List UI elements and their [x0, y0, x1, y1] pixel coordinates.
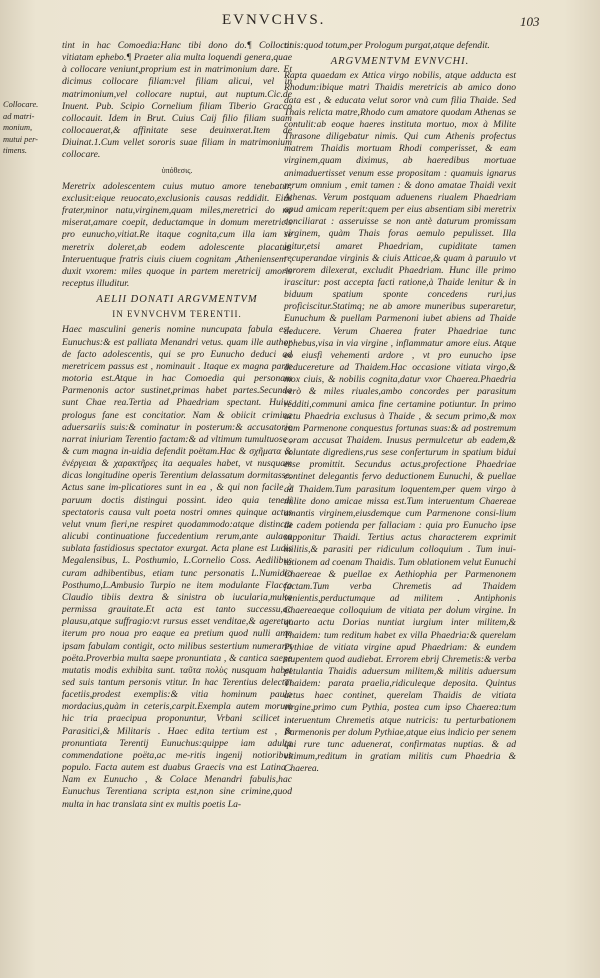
page-number: 103	[520, 14, 540, 29]
margin-note: monium,	[3, 123, 33, 132]
greek-label: ὑπόθεσις.	[161, 165, 193, 175]
section-heading: ARGVMENTVM EVNVCHI.	[330, 56, 470, 68]
argumentum-paragraph: Rapta quaedam ex Attica virgo nobilis, atque adducta est Rhodum:ibique matri Thaidis meretricis ab amico dono data est , & educata velut soror vnà cum filia Thaide. Sed Thais relicta matre,Rhodo cum amatore quodam Athenas se contulit:ab eoque haeres instituta mortuo, mox à Milite Thrasone diligebatur nimis. Qui cum Athenis profectus matrem Thaidis mortuam Rhodi comperisset, & eam virginem,quam diximus, ab haeredibus mortuae animaduertisset venum esse propositam : quamuis ignarus rerum omnium , emit tamen : & dono amatae Thaidi vexit Athenas. Verum postquam aduenens riualem Phaedriam apud amicam reperit:quem per eius absentiam sibi meretrix conciliarat : asseruisse se non antè daturum promissam virginem, quàm Thais foras aemulo pepulisset. Illa igitur,etsi amaret Phaedriam, cupiditate tamen recuperandae virginis & ciuis Atticae,& quam à paruulo vt sororem dilexerat, excludit Phaedriam. Hunc ille primo irascitur: post accepta facti ratione,à Thaide lenitur & in biduum spatium sponte concedens ruri,ius proficiscitur.Statimq; ne ab amore muneribus superaretur, Eunuchum & puellam Parmenoni iubet abiens ad Thaide deducere. Verum Chaerea frater Phaedriae tunc ephebus,visa in via virgine , inflammatur amore eius. Atque eo eiusfi vehementi ardore , vt pro eunucho ipse deducereture ad Thaidem.Hac occasione vitiata virgo,& mox ciuis, & nobilis cognita,datur vxor Chaerea.Phaedria verò & miles riuales,ambo concordes per parasitum redditi,communi amica fine certamine potiuntur. In primo actu Phaedria exclusus à Thaide , & secum primo,& mox cum Parmenone conquestus fortunas suas:& ad postremum coram accusat Thaidem. Inusus permulcetur ab eadem,& voluntate digrediens,rus sese conferturum in spatium bidui esse promittit. Secundus actus,profectione Phaedriae continet delegantis fervo deductionem Eunuchi, & puellae ad Thaidem.Tum parasitum loquentem,per quem virgo à milite dono amicae missa est.Tum interuentum Chaereae amantis virginem,eiusdemque cum Parmenone consi-lium de cadem potienda per fallaciam : quia pro Eunucho ipse supponitur Thaidi. Tertius actus characterem exprimit militis,& parasiti per ridiculum colloquium . Tum inui-tationem ad coenam Thaidis. Tum oblationem velut Eunuchi Chaereae & puellae ex Aethiophia per Parmenonem factam.Tum verba Chremetis ad Thaidem venientis,perductumque ad militem . Antiphonis Chaereaeque colloquium de vitiata per dolum virgine. In quarto actu Dorias nuntiat iurgium inter militem,& Thaidem: tum reditum habet ex villa Phaedria:& querelam Pythiae de vitiata virgine apud Phaedriam: & eundem stupentem quod audiebat. Errorem ebrij Chremetis:& verba petulantia Thaidis aduersum militem,& militis aduersum Thaidem: parata praelia,ridiculeque deposita. Quintus actus haec continet, querelam Thaidis de vitiata virgine,primo cum Pythia, postea cum ipso Chaerea:tum interuentum Chremetis atque nutricis: tu perturbationem Parmenonis per dolum Pythiae,atque eius indicio per senem qui rure tunc aduenerat, confirmatas nuptias. & ad vltimum,reditum in gratiam militis cum Phaedria & Chaerea.	[284, 70, 516, 775]
margin-notes	[3, 100, 59, 158]
section-heading: AELII DONATI ARGVMENTVM	[96, 294, 258, 306]
margin-note: mutui per-	[3, 134, 38, 144]
commentary-paragraph: tint in hac Comoedia:Hanc tibi dono do.¶ Collocat vitiatam ephebo.¶ Praeter alia multa loquendi genera,quae à collocare veniunt,proprium est in matrimonium dare. Et dicimus collocare filiam:vel filiam alicui, vel in matrimonium,vel collocare nuptui, aut nuptum.Cic.de Inuent. Pub. Scipio Cornelium filiam Tiberio Gracco collocauit. Idem in Brut. Cuius Caij filio filiam suam collocauerat,& affinitate sese deuinxerat.Item de Diuinat.1.Cum vellet sororis suae filiam in matrimonium collocare.	[62, 40, 292, 161]
margin-note: timens.	[3, 146, 27, 155]
continuation-paragraph: tinis:quod totum,per Prologum purgat,atque defendit.	[284, 40, 490, 51]
margin-note: ad matri-	[3, 111, 35, 121]
margin-note: Collocare.	[3, 100, 39, 109]
left-column	[62, 40, 292, 811]
page-header	[0, 8, 600, 38]
argument-paragraph: Meretrix adolescentem cuius mutuo amore tenebatur, exclusit:eique reuocato,exclusionis causas reddidit. Eius frater,minor natu,virginem,quam miles,meretrici do no miserat,amare coepit, deductamque in domum meretricis pro eunucho,vitiat.Re itaque cognita,cum illa iam se meretrix doleret,ab eodem adolescente placatur. Interuentuque fratris ciuis ciuem cognitam ,Atheniensem , duxit vxorem: miles quoque in partem meretricij amoris receptus illuditur.	[62, 180, 292, 289]
right-column	[284, 40, 516, 775]
running-title: EVNVCHVS.	[222, 12, 326, 28]
donatus-paragraph: Haec masculini generis nomine nuncupata fabula est, Eunuchus:& est palliata Menandri vetus. quam ille author de facto adolescentis, qui se pro Eunucho deduci ad meretricem passus est , nominauit . Itaque ex magna parte motoria est.Atque in hac Comoedia qui personam Parmenonis actor sustinet,primas habet partes.Secunda sunt Chae rea.Tertia ad Phaedriam spectant. Huius prologus fane est concitatior. Nam & obiicit crimina aduersariis suis:& cominatur in posterum:& accusatorie narrat iniuriam Terentio factam:& ad vltimum tumultuose , & cum magna in-uidia defendit poëtam.Hac & σχῆματα & ἐνέργειαι & χαρακτῆρες ita aequales habet, vt nusquam dicas longitudine operis Terentium delassatum dormitasse. Actus sane im-plicatiores sunt in ea , & qui non facile à paruum doctis distingui possint. ideo quia tenedi spectatoris causa vult poeta nostri omnes quinque actus velut vnum fieri,ne respiret quodammodo:atque distincta alicubi continuatione fuccedentium rerum,ante aulaea sublata fastidiosus spectator exurgat. Acta plane est Ludis Megalensibus, L. Posthumio, L.Cornelio Coss. Aedilibus curam adhibentibus, etiam tunc personatis L.Numidio Posthumo,L.Ambusio Turpio ne item modulante Flacco Claudio tibiis dextra & sinistra ob iucularia,multa permissa grauitate.Et acta est tanto successu,ac plausu,atque suffragio:vt rursus esset venditae,& ageretur iterum pro noua pro eaque ea pretium quod nulli ante ipsam fabulam contigit, octo milibus sestertium numeraret poëta.Proverbia multa saepe pronuntiata , & cantica saepe mutatis modis exhibita sunt. ταῦτα πολὺς nusquam habet sed suis tantum personis vtitur. In hac Terentius delectat facetiis,prodest exemplis:& vitia hominum paulo mordacius,quàm in ceteris,carpit.Exempla autem morum hic tria praecipua proponuntur, Vrbani scilicet , Parasitici,& Militaris . Haec edita tertium est , & pronuntiata Terentij Eunuchus:quippe iam adulta commendatione poëta,ac me-ritis ingenij notioribus populo. Facta autem est duabus Graecis vna est Latina . Nam ex Eunucho , & Colace Menandri fabulis,hac Eunuchus Terentiana scripta est,non sine crimine,quod multa in hac translata sint ex multis poetis La-	[62, 324, 292, 810]
section-subheading: IN EVNVCHVM TERENTII.	[112, 309, 242, 320]
